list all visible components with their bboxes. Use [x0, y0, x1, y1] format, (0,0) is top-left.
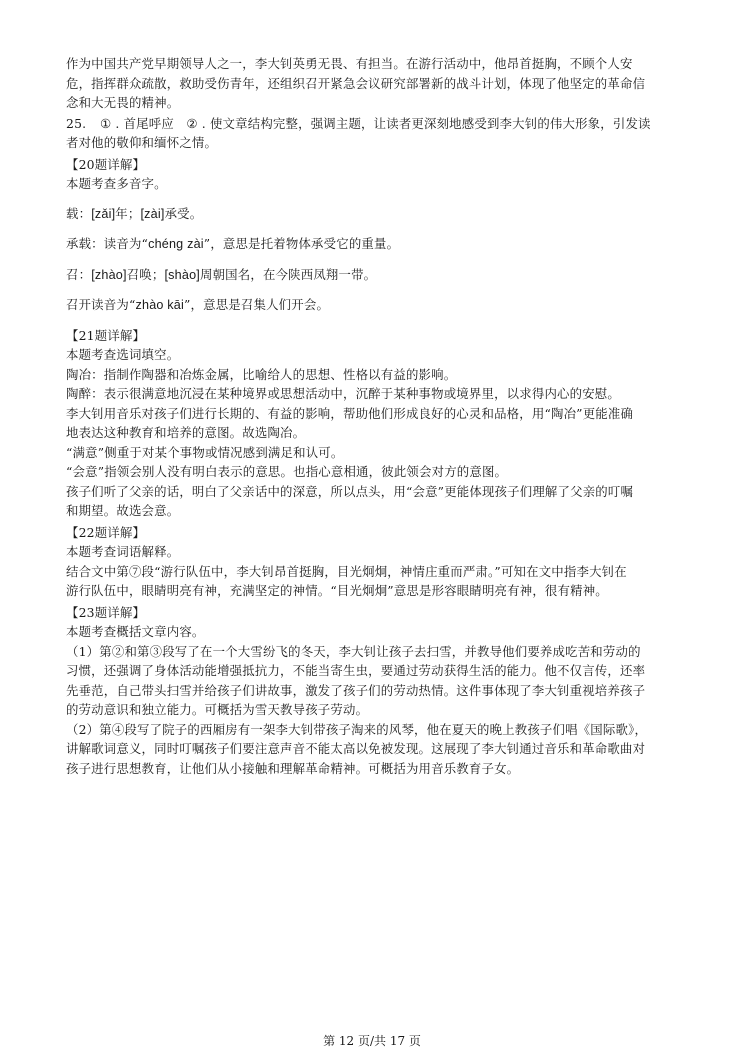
zhao-line: 召：[zhào]召唤；[shào]周朝国名，在今陕西凤翔一带。 — [66, 266, 377, 282]
section-21-line: 本题考查选词填空。 — [66, 347, 180, 362]
section-22-line: 结合文中第⑦段“游行队伍中，李大钊昂首挺胸，目光炯炯，神情庄重而严肃。”可知在文中指李大钊在 — [66, 563, 627, 579]
section-heading-23: 【23题详解】 — [66, 604, 146, 620]
section-23-line: 讲解歌词意义，同时叮嘱孩子们要注意声音不能太高以免被发现。这展现了李大钊通过音乐和革命歌曲对 — [66, 741, 646, 756]
intro-line-3: 念和大无畏的精神。 — [66, 95, 180, 110]
question-number: 25. — [66, 115, 87, 131]
section-22-line: 游行队伍中，眼睛明亮有神，充满坚定的神情。“目光炯炯”意思是形容眼睛明亮有神，很有精神。 — [66, 583, 608, 598]
answer-25-part-2: . 使文章结构完整，强调主题，让读者更深刻地感受到李大钊的伟大形象，引发读 — [201, 115, 651, 131]
section-23-line: 孩子进行思想教育，让他们从小接触和理解革命精神。可概括为用音乐教育子女。 — [66, 760, 520, 776]
section-22-line: 本题考查词语解释。 — [66, 544, 180, 559]
section-21-line: “满意”侧重于对某个事物或情况感到满足和认可。 — [66, 444, 344, 460]
zhaokai-line: 召开读音为“zhào kāi”，意思是召集人们开会。 — [66, 297, 330, 312]
section-heading-20: 【20题详解】 — [66, 156, 146, 172]
section-23-line: 习惯，还强调了身体活动能增强抵抗力，不能当寄生虫，要通过劳动获得生活的能力。他不仅言传，还率 — [66, 663, 646, 678]
intro-line-2: 危，指挥群众疏散，救助受伤青年，还组织召开紧急会议研究部署新的战斗计划，体现了他坚定的革命信 — [66, 75, 646, 91]
section-heading-22: 【22题详解】 — [66, 524, 146, 540]
page-content — [66, 54, 688, 778]
section-heading-21: 【21题详解】 — [66, 327, 146, 343]
answer-25-line-1 — [66, 114, 688, 134]
zai-line: 载：[zǎi]年；[zài]承受。 — [66, 205, 203, 221]
section-23-line: 先垂范，自己带头扫雪并给孩子们讲故事，激发了孩子们的劳动热情。这件事体现了李大钊重视培养孩子 — [66, 682, 646, 698]
section-21-line: “会意”指领会别人没有明白表示的意思。也指心意相通，彼此领会对方的意图。 — [66, 464, 508, 479]
answer-25-part-1: . 首尾呼应 — [115, 115, 174, 131]
section-20-intro: 本题考查多音字。 — [66, 176, 167, 191]
circled-mark-2: ② — [186, 115, 198, 131]
section-23-line: 本题考查概括文章内容。 — [66, 624, 205, 639]
page-number-footer: 第 12 页/共 17 页 — [323, 1034, 421, 1048]
answer-25-line-2: 者对他的敬仰和缅怀之情。 — [66, 135, 218, 150]
circled-mark-1: ① — [100, 115, 112, 131]
chengzai-line: 承载：读音为“chéng zài”，意思是托着物体承受它的重量。 — [66, 236, 400, 251]
section-21-line: 陶醉：表示很满意地沉浸在某种境界或思想活动中，沉醉于某种事物或境界里，以求得内心的安慰。 — [66, 386, 620, 401]
section-23-line: （2）第④段写了院子的西厢房有一架李大钊带孩子淘来的风琴，他在夏天的晚上教孩子们唱《国际歌》， — [66, 721, 648, 737]
section-21-line: 和期望。故选会意。 — [66, 503, 180, 518]
section-21-line: 孩子们听了父亲的话，明白了父亲话中的深意，所以点头，用“会意”更能体现孩子们理解了父亲的叮嘱 — [66, 483, 634, 499]
intro-line-1: 作为中国共产党早期领导人之一，李大钊英勇无畏、有担当。在游行活动中，他昂首挺胸，不顾个人安 — [66, 56, 633, 71]
section-21-line: 李大钊用音乐对孩子们进行长期的、有益的影响，帮助他们形成良好的心灵和品格，用“陶冶”更能准确 — [66, 405, 634, 421]
section-23-line: 的劳动意识和独立能力。可概括为雪天教导孩子劳动。 — [66, 702, 369, 717]
section-21-line: 陶冶：指制作陶器和冶炼金属，比喻给人的思想、性格以有益的影响。 — [66, 366, 457, 382]
section-21-line: 地表达这种教育和培养的意图。故选陶冶。 — [66, 425, 306, 440]
section-23-line: （1）第②和第③段写了在一个大雪纷飞的冬天，李大钊让孩子去扫雪，并教导他们要养成吃苦和劳动的 — [66, 643, 641, 659]
